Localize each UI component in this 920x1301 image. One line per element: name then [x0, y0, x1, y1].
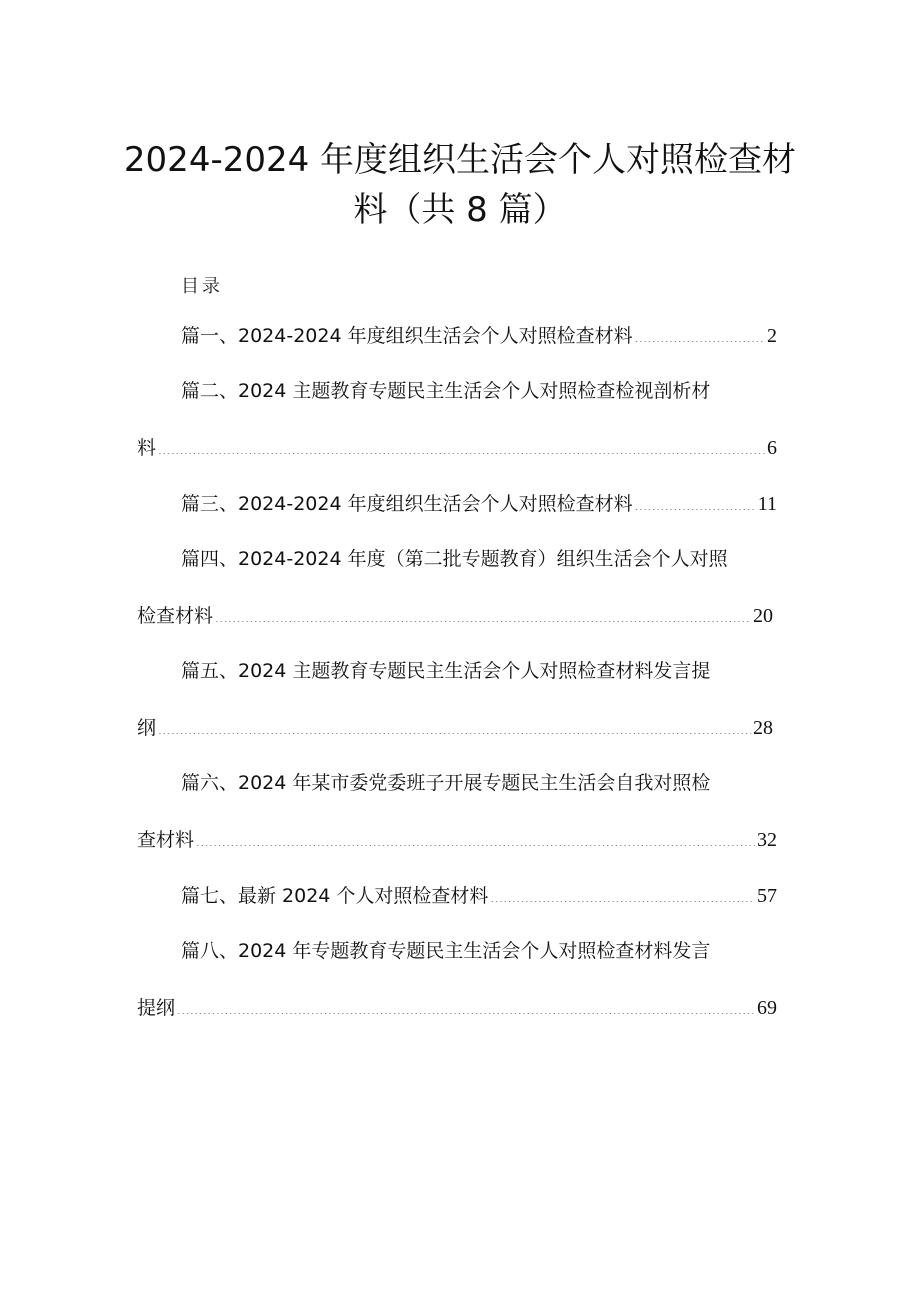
toc-leader-dots: [158, 442, 765, 454]
toc-entry-8[interactable]: [137, 998, 777, 1018]
toc-leader-dots: [158, 722, 751, 734]
toc-page-number: 32: [757, 829, 777, 851]
toc-entry-4[interactable]: [137, 606, 773, 626]
toc-entry-6[interactable]: [137, 830, 777, 850]
toc-entry-5[interactable]: [137, 718, 773, 738]
toc-leader-dots: [635, 498, 756, 510]
toc-page-number: 2: [767, 325, 777, 347]
toc-entry-6-heading[interactable]: 篇六、2024 年某市委党委班子开展专题民主生活会自我对照检: [181, 772, 711, 794]
toc-entry-label: 检查材料: [137, 605, 214, 627]
toc-entry-label: 篇三、2024-2024 年度组织生活会个人对照检查材料: [181, 493, 633, 515]
toc-entry-4-heading[interactable]: 篇四、2024-2024 年度（第二批专题教育）组织生活会个人对照: [181, 548, 728, 570]
toc-leader-dots: [215, 610, 751, 622]
toc-entry-label: 篇一、2024-2024 年度组织生活会个人对照检查材料: [181, 325, 633, 347]
toc-leader-dots: [635, 330, 765, 342]
toc-entry-label: 提纲: [137, 997, 176, 1019]
toc-page-number: 28: [753, 717, 773, 739]
toc-leader-dots: [490, 890, 755, 902]
toc-page-number: 20: [753, 605, 773, 627]
toc-leader-dots: [196, 834, 755, 846]
toc-entry-label: 查材料: [137, 829, 195, 851]
toc-entry-label: 纲: [137, 717, 157, 739]
document-title-line-2: 料（共 8 篇）: [353, 190, 567, 230]
toc-leader-dots: [177, 1002, 755, 1014]
toc-entry-2-heading[interactable]: 篇二、2024 主题教育专题民主生活会个人对照检查检视剖析材: [181, 380, 711, 402]
toc-page-number: 57: [757, 885, 777, 907]
toc-page-number: 6: [767, 437, 777, 459]
toc-entry-label: 料: [137, 437, 157, 459]
toc-entry-label: 篇七、最新 2024 个人对照检查材料: [181, 885, 489, 907]
toc-entry-8-heading[interactable]: 篇八、2024 年专题教育专题民主生活会个人对照检查材料发言: [181, 940, 711, 962]
toc-entry-1[interactable]: [181, 326, 777, 346]
toc-entry-2[interactable]: [137, 438, 777, 458]
toc-page-number: 11: [757, 493, 777, 515]
toc-entry-7[interactable]: [181, 886, 777, 906]
toc-heading: 目录: [181, 276, 223, 297]
document-title-line-1: 2024-2024 年度组织生活会个人对照检查材: [123, 140, 797, 180]
toc-entry-3[interactable]: [181, 494, 777, 514]
toc-page-number: 69: [757, 997, 777, 1019]
toc-entry-5-heading[interactable]: 篇五、2024 主题教育专题民主生活会个人对照检查材料发言提: [181, 660, 711, 682]
